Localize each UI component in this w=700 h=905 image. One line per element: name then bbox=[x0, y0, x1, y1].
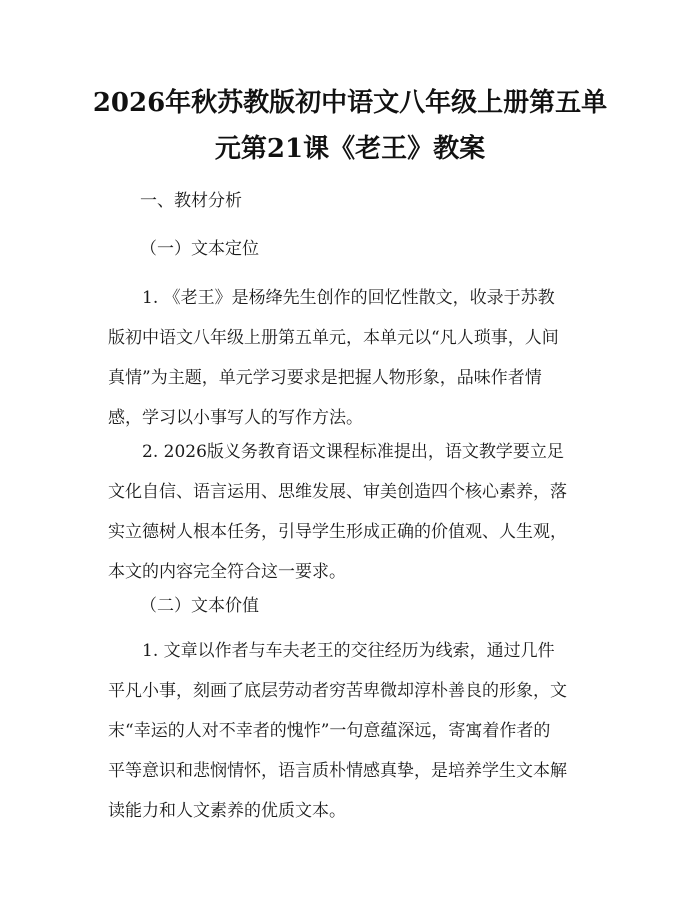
paragraph-line: 实立德树人根本任务，引导学生形成正确的价值观、人生观， bbox=[108, 522, 567, 542]
paragraph-line: 1. 文章以作者与车夫老王的交往经历为线索，通过几件 bbox=[142, 641, 555, 661]
document-title-line-1: 2026年秋苏教版初中语文八年级上册第五单 bbox=[92, 88, 608, 118]
document-title-line-2: 元第21课《老王》教案 bbox=[214, 134, 486, 164]
paragraph-line: 1. 《老王》是杨绛先生创作的回忆性散文，收录于苏教 bbox=[142, 288, 555, 308]
paragraph-line: 真情”为主题，单元学习要求是把握人物形象，品味作者情 bbox=[108, 368, 542, 388]
paragraph-line: 平凡小事，刻画了底层劳动者穷苦卑微却淳朴善良的形象，文 bbox=[108, 681, 567, 701]
paragraph-line: 读能力和人文素养的优质文本。 bbox=[108, 801, 346, 821]
paragraph-line: 感，学习以小事写人的写作方法。 bbox=[108, 408, 363, 428]
subsection-heading-text-positioning: （一）文本定位 bbox=[140, 239, 259, 259]
paragraph-positioning-2 bbox=[108, 432, 598, 592]
section-heading-textbook-analysis: 一、教材分析 bbox=[140, 191, 242, 211]
paragraph-line: 末“幸运的人对不幸者的愧怍”一句意蕴深远，寄寓着作者的 bbox=[108, 721, 551, 741]
paragraph-line: 文化自信、语言运用、思维发展、审美创造四个核心素养，落 bbox=[108, 482, 567, 502]
paragraph-line: 版初中语文八年级上册第五单元，本单元以“凡人琐事，人间 bbox=[108, 328, 559, 348]
paragraph-line: 2. 2026版义务教育语文课程标准提出，语文教学要立足 bbox=[142, 442, 564, 462]
subsection-heading-text-value: （二）文本价值 bbox=[140, 596, 259, 616]
paragraph-line: 平等意识和悲悯情怀，语言质朴情感真挚，是培养学生文本解 bbox=[108, 761, 567, 781]
paragraph-positioning-1 bbox=[108, 278, 598, 438]
paragraph-value-1 bbox=[108, 631, 598, 831]
paragraph-line: 本文的内容完全符合这一要求。 bbox=[108, 562, 346, 582]
